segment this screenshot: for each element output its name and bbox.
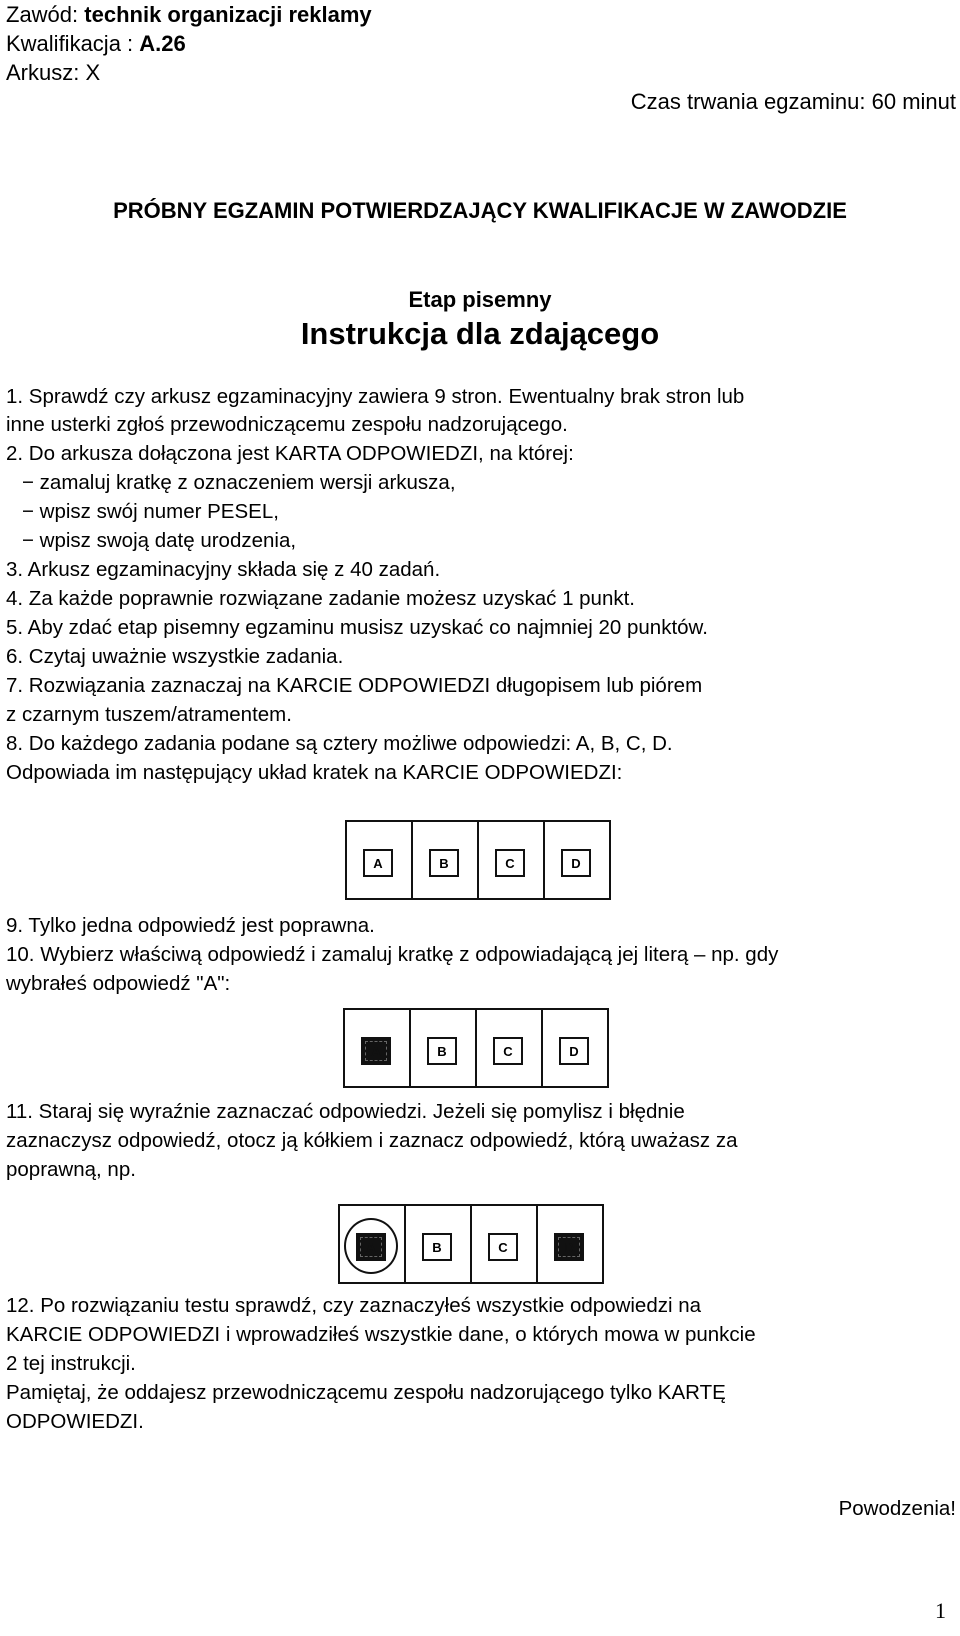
answer-box — [338, 1204, 406, 1284]
qualification-label: Kwalifikacja : — [6, 31, 134, 56]
answer-box-letter-filled: A — [361, 1037, 391, 1065]
instruction-12a: 12. Po rozwiązaniu testu sprawdź, czy zaznaczyłeś wszystkie odpowiedzi na — [6, 1294, 702, 1317]
answer-box — [543, 820, 611, 900]
reminder-line-1: Pamiętaj, że oddajesz przewodniczącemu zespołu nadzorującego tylko KARTĘ — [6, 1381, 726, 1404]
profession-value: technik organizacji reklamy — [84, 2, 372, 27]
exam-duration: Czas trwania egzaminu: 60 minut — [630, 89, 956, 114]
instruction-1b: inne usterki zgłoś przewodniczącemu zespołu nadzorującego. — [6, 413, 568, 436]
instruction-2-dash-3: − wpisz swoją datę urodzenia, — [22, 529, 297, 552]
answer-box-letter: B — [429, 849, 459, 877]
answer-box — [345, 820, 413, 900]
instruction-10b: wybrałeś odpowiedź "A": — [6, 972, 231, 995]
answer-box-letter-filled: D — [554, 1233, 584, 1261]
instruction-2: 2. Do arkusza dołączona jest KARTA ODPOWIEDZI, na której: — [6, 442, 574, 465]
answer-box-letter: D — [561, 849, 591, 877]
qualification-value: A.26 — [139, 31, 186, 56]
instruction-11b: zaznaczysz odpowiedź, otocz ją kółkiem i zaznacz odpowiedź, którą uważasz za — [6, 1129, 738, 1152]
answer-box — [477, 820, 545, 900]
good-luck: Powodzenia! — [838, 1497, 956, 1520]
instruction-10a: 10. Wybierz właściwą odpowiedź i zamaluj kratkę z odpowiadającą jej literą – np. gdy — [6, 943, 779, 966]
answer-box — [343, 1008, 411, 1088]
instruction-2-dash-2: − wpisz swój numer PESEL, — [22, 500, 279, 523]
answer-box-letter: C — [493, 1037, 523, 1065]
answer-box — [470, 1204, 538, 1284]
correction-circle — [344, 1218, 398, 1274]
instruction-11a: 11. Staraj się wyraźnie zaznaczać odpowiedzi. Jeżeli się pomylisz i błędnie — [6, 1100, 685, 1123]
profession-label: Zawód: — [6, 2, 79, 27]
instruction-9: 9. Tylko jedna odpowiedź jest poprawna. — [6, 914, 375, 937]
instruction-12b: KARCIE ODPOWIEDZI i wprowadziłeś wszystkie dane, o których mowa w punkcie — [6, 1323, 756, 1346]
answer-grid-correction-example — [338, 1204, 602, 1284]
qualification-line — [6, 31, 186, 57]
instruction-8a: 8. Do każdego zadania podane są cztery możliwe odpowiedzi: A, B, C, D. — [6, 732, 673, 755]
page-number: 1 — [935, 1598, 946, 1623]
answer-box-letter: B — [427, 1037, 457, 1065]
answer-box — [404, 1204, 472, 1284]
instruction-2-dash-1: − zamaluj kratkę z oznaczeniem wersji arkusza, — [22, 471, 456, 494]
instruction-12c: 2 tej instrukcji. — [6, 1352, 136, 1375]
answer-box — [409, 1008, 477, 1088]
instruction-7b: z czarnym tuszem/atramentem. — [6, 703, 292, 726]
answer-box-letter: C — [495, 849, 525, 877]
instruction-4: 4. Za każde poprawnie rozwiązane zadanie możesz uzyskać 1 punkt. — [6, 587, 636, 610]
answer-grid-filled-example — [343, 1008, 607, 1088]
answer-box-letter: A — [363, 849, 393, 877]
answer-box — [475, 1008, 543, 1088]
stage-label: Etap pisemny — [408, 287, 552, 312]
sheet-label: Arkusz: X — [6, 60, 101, 85]
answer-box — [536, 1204, 604, 1284]
answer-box-letter: D — [559, 1037, 589, 1065]
answer-box-letter: B — [422, 1233, 452, 1261]
instruction-1a: 1. Sprawdź czy arkusz egzaminacyjny zawiera 9 stron. Ewentualny brak stron lub — [6, 385, 745, 408]
answer-grid-example — [345, 820, 609, 900]
answer-box — [541, 1008, 609, 1088]
instruction-5: 5. Aby zdać etap pisemny egzaminu musisz uzyskać co najmniej 20 punktów. — [6, 616, 708, 639]
instruction-11c: poprawną, np. — [6, 1158, 136, 1181]
answer-box-letter-filled: A — [356, 1233, 386, 1261]
instruction-6: 6. Czytaj uważnie wszystkie zadania. — [6, 645, 344, 668]
exam-title: PRÓBNY EGZAMIN POTWIERDZAJĄCY KWALIFIKACJE W ZAWODZIE — [113, 198, 847, 223]
instruction-7a: 7. Rozwiązania zaznaczaj na KARCIE ODPOWIEDZI długopisem lub piórem — [6, 674, 703, 697]
answer-box-letter: C — [488, 1233, 518, 1261]
instruction-3: 3. Arkusz egzaminacyjny składa się z 40 zadań. — [6, 558, 441, 581]
instruction-8b: Odpowiada im następujący układ kratek na KARCIE ODPOWIEDZI: — [6, 761, 623, 784]
instruction-heading: Instrukcja dla zdającego — [300, 316, 660, 351]
reminder-line-2: ODPOWIEDZI. — [6, 1410, 144, 1433]
answer-box — [411, 820, 479, 900]
profession-line — [6, 2, 372, 28]
